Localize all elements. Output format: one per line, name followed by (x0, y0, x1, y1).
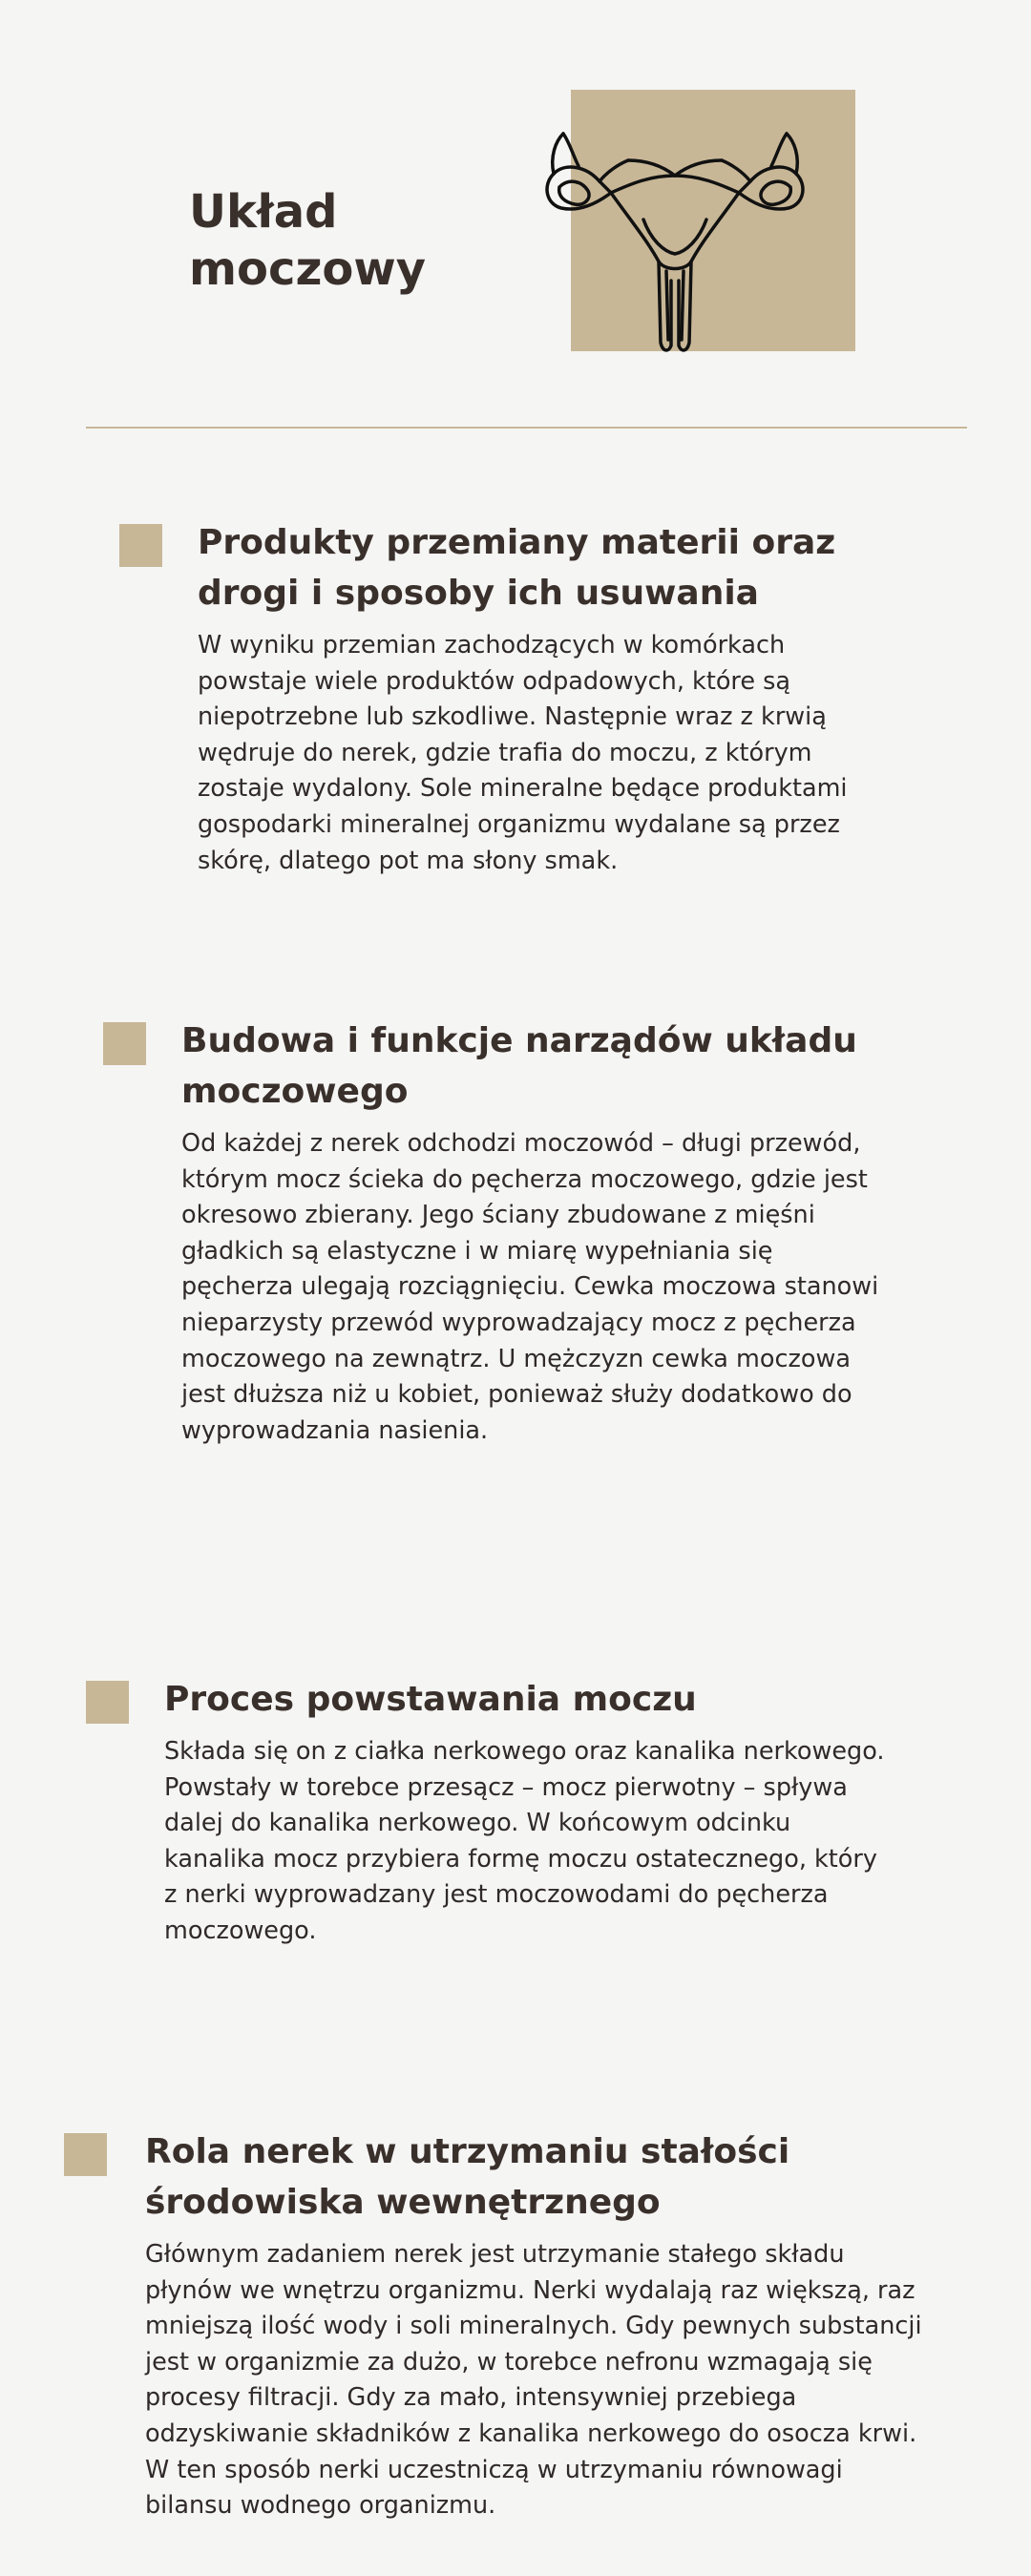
section-marker (64, 2133, 107, 2176)
section-body: Głównym zadaniem nerek jest utrzymanie stałego składu płynów we wnętrzu organizmu. Nerki wydalają raz większą, raz mniejszą ilość wody i soli mineralnych. Gdy pewnych substancji jest w organizmie za dużo, w torebce nefronu wzmagają się procesy filtracji. Gdy za mało, intensywniej przebiega odzyskiwanie składników z kanalika nerkowego do osocza krwi. W ten sposób nerki uczestniczą w utrzymaniu równowagi bilansu wodnego organizmu. (145, 2240, 922, 2521)
section-waste-products (198, 517, 899, 879)
page-title: Układ moczowy (189, 185, 426, 296)
section-marker (119, 524, 162, 567)
section-marker (103, 1022, 146, 1065)
section-body: W wyniku przemian zachodzących w komórkach powstaje wiele produktów odpadowych, które są niepotrzebne lub szkodliwe. Następnie wraz z krwią wędruje do nerek, gdzie trafia do moczu, z którym zostaje wydalony. Sole mineralne będące produktami gospodarki mineralnej organizmu wydalane są przez skórę, dlatego pot ma słony smak. (198, 631, 848, 875)
urinary-organs-icon (540, 128, 810, 355)
section-title: Produkty przemiany materii oraz drogi i sposoby ich usuwania (198, 523, 836, 613)
section-title: Budowa i funkcje narządów układu moczowego (181, 1021, 857, 1111)
section-body: Od każdej z nerek odchodzi moczowód – długi przewód, którym mocz ścieka do pęcherza moczowego, gdzie jest okresowo zbierany. Jego ściany zbudowane z mięśni gładkich są elastyczne i w miarę wypełniania się pęcherza ulegają rozciągnięciu. Cewka moczowa stanowi nieparzysty przewód wyprowadzający mocz z pęcherza moczowego na zewnątrz. U mężczyzn cewka moczowa jest dłuższa niż u kobiet, ponieważ służy dodatkowo do wyprowadzania nasienia. (181, 1129, 879, 1445)
section-marker (86, 1681, 129, 1724)
divider (86, 427, 967, 429)
illustration (540, 90, 817, 355)
section-title: Proces powstawania moczu (164, 1680, 697, 1719)
section-body: Składa się on z ciałka nerkowego oraz kanalika nerkowego. Powstały w torebce przesącz – mocz pierwotny – spływa dalej do kanalika nerkowego. W końcowym odcinku kanalika mocz przybiera formę moczu ostatecznego, który z nerki wyprowadzany jest moczowodami do pęcherza moczowego. (164, 1737, 885, 1945)
section-urinary-organs (181, 1016, 883, 1449)
section-kidney-role (145, 2126, 936, 2524)
section-title: Rola nerek w utrzymaniu stałości środowiska wewnętrznego (145, 2132, 790, 2222)
section-urine-formation (164, 1674, 890, 1950)
